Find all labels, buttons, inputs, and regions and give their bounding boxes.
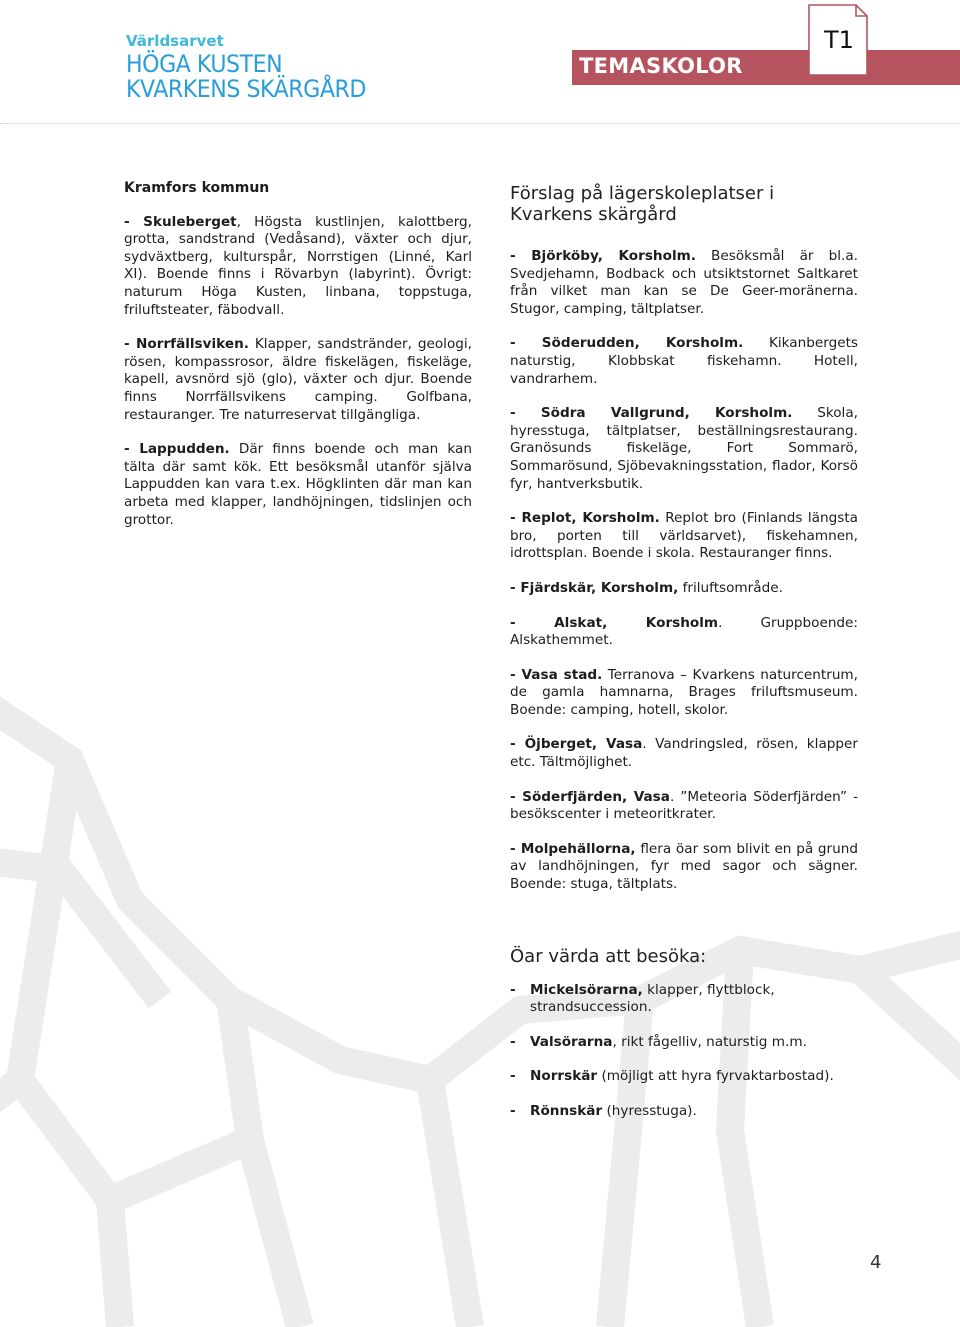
entry-name: Södra Vallgrund, Korsholm. <box>540 405 793 422</box>
bullet-dash: - <box>510 840 521 857</box>
camp-entry <box>510 580 858 598</box>
island-entry <box>510 1103 858 1121</box>
entry-name: Söderfjärden, Vasa <box>522 788 670 805</box>
camp-entries <box>510 248 858 894</box>
site-entry <box>124 214 472 320</box>
entry-text: friluftsområde. <box>678 579 783 596</box>
camp-entry <box>510 667 858 720</box>
site-entry <box>124 441 472 529</box>
entry-text: klapper, flyttblock, strandsuccession. <box>530 981 775 1016</box>
entry-text: Skola, hyresstuga, tältplatser, beställningsrestaurang. Granösunds fiskeläge, Fort Sommarö, Sommarösund, Sjöbevakningsstation, flador, Korsö fyr, hantverksbutik. <box>510 405 858 492</box>
entry-text: . Vandringsled, rösen, klapper etc. Tältmöjlighet. <box>510 736 858 771</box>
bullet-dash: - <box>510 510 522 527</box>
bullet-dash: - <box>510 981 516 998</box>
entry-body <box>530 1068 834 1086</box>
camp-entry <box>510 405 858 493</box>
entry-text: Kikanbergets naturstig, Klobbskat fiskehamn. Hotell, vandrarhem. <box>510 335 858 387</box>
entry-text: Besöksmål är bl.a. Svedjehamn, Bodback och utsiktstornet Saltkaret från vilket man kan se De Geer-moränerna. Stugor, camping, tältplatser. <box>510 248 858 317</box>
islands-section-title: Öar värda att besöka: <box>510 945 707 967</box>
header-divider <box>0 123 960 124</box>
entry-body <box>530 982 858 1017</box>
island-entry <box>510 1034 858 1052</box>
section-tab-label: T1 <box>824 26 854 54</box>
entry-name: Söderudden, Korsholm. <box>541 335 744 352</box>
site-entry <box>124 336 472 424</box>
entry-name: Björköby, Korsholm. <box>531 248 696 264</box>
municipality-title: Kramfors kommun <box>124 180 270 196</box>
camp-entry <box>510 736 858 771</box>
island-entries <box>510 982 858 1121</box>
header-supertitle: Världsarvet <box>126 32 224 50</box>
bullet-dash: - <box>124 441 140 458</box>
entry-text: , Högsta kustlinjen, kalottberg, grotta, sandstrand (Vedåsand), växter och djur, sydväxtberg, kulturspår, Norrstigen (Linné, Karl XI). Boende finns i Rövarbyn (labyrint). Övrigt: naturum Höga Kusten, linbana, toppstuga, friluftsteater, fäbodvall. <box>124 213 472 318</box>
bullet-dash: - <box>510 788 523 805</box>
entry-name: Lappudden. <box>139 441 230 458</box>
camp-entry <box>510 248 858 318</box>
left-entries <box>124 214 472 530</box>
entry-name: Skuleberget <box>143 213 237 230</box>
entry-name: Fjärdskär, Korsholm, <box>520 579 679 596</box>
bullet-dash: - <box>510 736 525 753</box>
header-title-line2: KVARKENS SKÄRGÅRD <box>126 75 366 103</box>
bullet-dash: - <box>510 335 542 352</box>
entry-text: flera öar som blivit en på grund av landhöjningen, fyr med sagor och sägner. Boende: stuga, tältplats. <box>510 840 858 893</box>
entry-body <box>530 1034 807 1052</box>
entry-name: Norrfällsviken. <box>136 336 249 353</box>
entry-name: Öjberget, Vasa <box>524 736 643 753</box>
entry-text: (möjligt att hyra fyrvaktarbostad). <box>597 1068 834 1085</box>
entry-name: Molpehällorna, <box>520 840 636 857</box>
camp-entry <box>510 615 858 650</box>
camp-entry <box>510 510 858 563</box>
entry-body <box>530 1103 697 1121</box>
bullet-dash: - <box>510 1068 516 1085</box>
camp-entry <box>510 335 858 388</box>
bullet-dash: - <box>510 248 532 264</box>
bullet-dash: - <box>510 614 555 631</box>
entry-text: . Gruppboende: Alskathemmet. <box>510 614 859 649</box>
bullet-dash: - <box>510 405 541 422</box>
left-column <box>124 180 472 546</box>
camp-entry <box>510 841 858 894</box>
island-entry <box>510 1068 858 1086</box>
entry-name: Alskat, Korsholm <box>554 614 719 631</box>
theme-band <box>572 50 960 85</box>
camp-section-title: Förslag på lägerskoleplatser i Kvarkens skärgård <box>510 183 775 225</box>
header-title-line1: HÖGA KUSTEN <box>126 50 283 78</box>
entry-name: Mickelsörarna, <box>530 981 643 998</box>
theme-band-label: TEMASKOLOR <box>579 54 743 78</box>
entry-text: Terranova – Kvarkens naturcentrum, de gamla hamnarna, Brages friluftsmuseum. Boende: camping, hotell, skolor. <box>510 666 858 718</box>
entry-name: Valsörarna <box>530 1033 613 1050</box>
camp-entry <box>510 789 858 824</box>
bullet-dash: - <box>510 1033 516 1050</box>
right-column <box>510 183 858 1138</box>
bullet-dash: - <box>510 666 522 683</box>
entry-text: Där finns boende och man kan tälta där samt kök. Ett besöksmål utanför själva Lappudden kan vara t.ex. Högklinten där man kan arbeta med klapper, landhöjningen, tidslinjen och grottor. <box>124 441 473 528</box>
entry-name: Vasa stad. <box>521 666 603 683</box>
bullet-dash: - <box>124 336 137 353</box>
island-entry <box>510 982 858 1017</box>
bullet-dash: - <box>510 1103 516 1119</box>
entry-name: Replot, Korsholm. <box>521 510 660 527</box>
section-tab <box>808 4 868 76</box>
entry-name: Norrskär <box>530 1068 598 1085</box>
entry-text: , rikt fågelliv, naturstig m.m. <box>612 1033 807 1050</box>
entry-text: Replot bro (Finlands längsta bro, porten till världsarvet), fiskehamnen, idrottsplan. Boende i skola. Restauranger finns. <box>510 510 858 562</box>
bullet-dash: - <box>124 213 144 230</box>
entry-text: Klapper, sandstränder, geologi, rösen, kompassrosor, äldre fiskelägen, fiskeläge, kapell, avsnörd sjö (glo), växter och djur. Boende finns Norrfällsvikens camping. Golfbana, restauranger. Tre naturreservat tillgängliga. <box>124 336 473 423</box>
entry-text: . ”Meteoria Söderfjärden” - besökscenter i meteoritkrater. <box>510 788 858 823</box>
page-number: 4 <box>870 1252 882 1273</box>
entry-text: (hyresstuga). <box>602 1103 697 1119</box>
bullet-dash: - <box>510 579 521 596</box>
entry-name: Rönnskär <box>530 1103 603 1119</box>
